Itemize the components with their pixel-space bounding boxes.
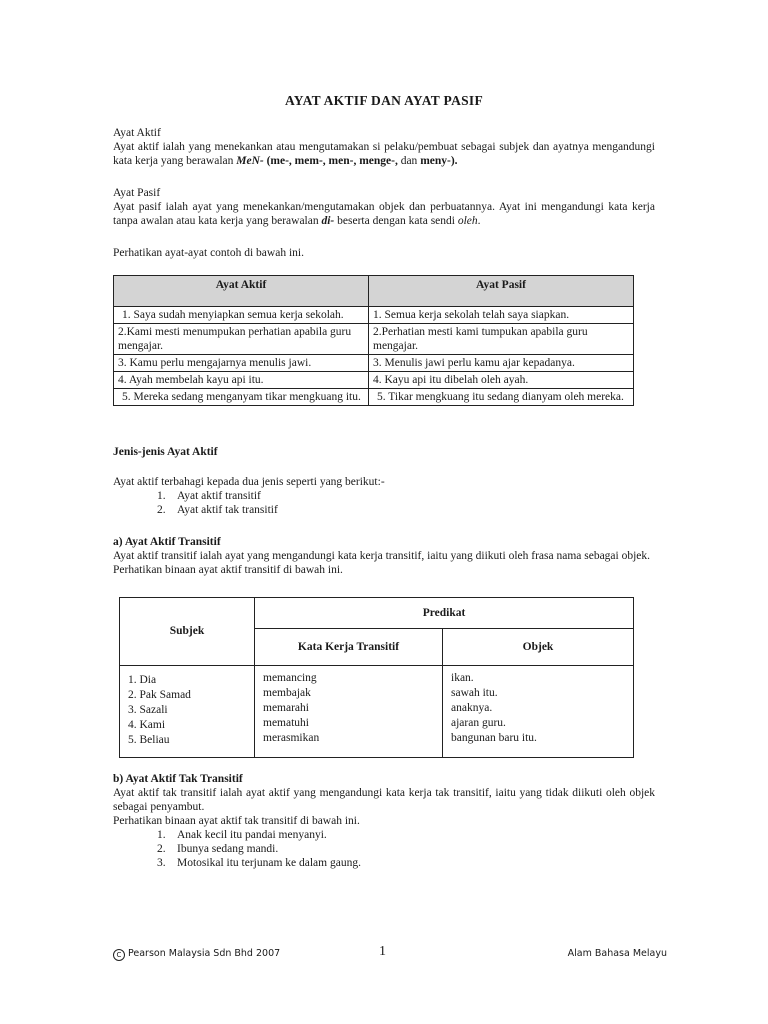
- list-item: mematuhi: [263, 717, 309, 729]
- list-item: 2. Ibunya sedang mandi.: [157, 843, 279, 855]
- list-item: ikan.: [451, 672, 474, 684]
- transitif-perhatikan: Perhatikan binaan ayat aktif transitif di bawah ini.: [113, 564, 343, 576]
- list-item: bangunan baru itu.: [451, 732, 537, 744]
- header-predikat: Predikat: [255, 598, 634, 629]
- header-subjek: Subjek: [120, 598, 255, 666]
- table-row: 2.Kami mesti menumpukan perhatian apabila guru mengajar. 2.Perhatian mesti kami tumpukan apabila guru mengajar.: [114, 324, 634, 355]
- pasif-heading: Ayat Pasif: [113, 187, 161, 199]
- list-item: 1. Anak kecil itu pandai menyanyi.: [157, 829, 327, 841]
- footer-copyright: C Pearson Malaysia Sdn Bhd 2007: [113, 947, 280, 961]
- list-item: 5. Beliau: [128, 734, 170, 746]
- aktif-definition: Ayat aktif ialah yang menekankan atau mengutamakan si pelaku/pembuat sebagai subjek dan ayatnya mengandungi kata kerja yang berawalan MeN- (me-, mem-, men-, menge-, dan meny-).: [113, 141, 655, 167]
- copyright-icon: C: [113, 949, 125, 961]
- taktransitif-heading: b) Ayat Aktif Tak Transitif: [113, 773, 243, 785]
- page-number: 1: [379, 944, 386, 959]
- list-item: anaknya.: [451, 702, 493, 714]
- jenis-section: [113, 475, 655, 517]
- list-item: ajaran guru.: [451, 717, 506, 729]
- aktif-section: [113, 126, 655, 168]
- list-item: memarahi: [263, 702, 309, 714]
- transitif-heading: a) Ayat Aktif Transitif: [113, 536, 221, 548]
- table-header-row: [114, 276, 634, 307]
- objek-cell: [443, 666, 634, 758]
- list-item: sawah itu.: [451, 687, 498, 699]
- men-prefix: MeN-: [236, 155, 264, 167]
- perhatikan-text: Perhatikan ayat-ayat contoh di bawah ini.: [113, 247, 304, 259]
- list-item: memancing: [263, 672, 317, 684]
- verb-cell: [255, 666, 443, 758]
- taktransitif-section: [113, 772, 655, 870]
- header-ayat-aktif: Ayat Aktif: [114, 276, 369, 307]
- jenis-intro: Ayat aktif terbahagi kepada dua jenis seperti yang berikut:-: [113, 476, 385, 488]
- transitif-section: [113, 535, 655, 577]
- table-row: 3. Kamu perlu mengajarnya menulis jawi. 3. Menulis jawi perlu kamu ajar kepadanya.: [114, 355, 634, 372]
- di-prefix: di-: [321, 215, 335, 227]
- list-item: merasmikan: [263, 732, 320, 744]
- list-item: 1. Dia: [128, 674, 157, 686]
- pasif-definition: Ayat pasif ialah ayat yang menekankan/mengutamakan objek dan perbuatannya. Ayat ini mengandungi kata kerja tanpa awalan atau kata kerja yang berawalan di- beserta dengan kata sendi oleh.: [113, 201, 655, 227]
- subjek-cell: [120, 666, 255, 758]
- transitif-table: [119, 597, 634, 758]
- list-item: 4. Kami: [128, 719, 166, 731]
- header-kata-kerja-transitif: Kata Kerja Transitif: [255, 629, 443, 666]
- list-item: 3. Motosikal itu terjunam ke dalam gaung.: [157, 857, 361, 869]
- list-item: 3. Sazali: [128, 704, 168, 716]
- aktif-pasif-table: [113, 275, 634, 406]
- pasif-section: [113, 186, 655, 228]
- table-row: 1. Saya sudah menyiapkan semua kerja sekolah. 1. Semua kerja sekolah telah saya siapkan.: [114, 307, 634, 324]
- aktif-heading: Ayat Aktif: [113, 127, 161, 139]
- taktransitif-definition: Ayat aktif tak transitif ialah ayat aktif yang mengandungi kata kerja tak transitif, iaitu yang tidak diikuti oleh objek sebagai penyambut.: [113, 787, 655, 813]
- list-item: 2. Pak Samad: [128, 689, 191, 701]
- transitif-definition: Ayat aktif transitif ialah ayat yang mengandungi kata kerja transitif, iaitu yang diikuti oleh frasa nama sebagai objek.: [113, 550, 651, 562]
- table-row: 4. Ayah membelah kayu api itu. 4. Kayu api itu dibelah oleh ayah.: [114, 372, 634, 389]
- footer-book-title: Alam Bahasa Melayu: [567, 948, 667, 959]
- page-title: AYAT AKTIF DAN AYAT PASIF: [284, 93, 484, 108]
- table-row: 5. Mereka sedang menganyam tikar mengkuang itu. 5. Tikar mengkuang itu sedang dianyam oleh mereka.: [114, 389, 634, 406]
- taktransitif-perhatikan: Perhatikan binaan ayat aktif tak transitif di bawah ini.: [113, 815, 360, 827]
- header-ayat-pasif: Ayat Pasif: [369, 276, 634, 307]
- header-objek: Objek: [443, 629, 634, 666]
- list-item: 2. Ayat aktif tak transitif: [157, 504, 278, 516]
- list-item: membajak: [263, 687, 311, 699]
- list-item: 1. Ayat aktif transitif: [157, 490, 261, 502]
- jenis-heading: Jenis-jenis Ayat Aktif: [113, 446, 218, 458]
